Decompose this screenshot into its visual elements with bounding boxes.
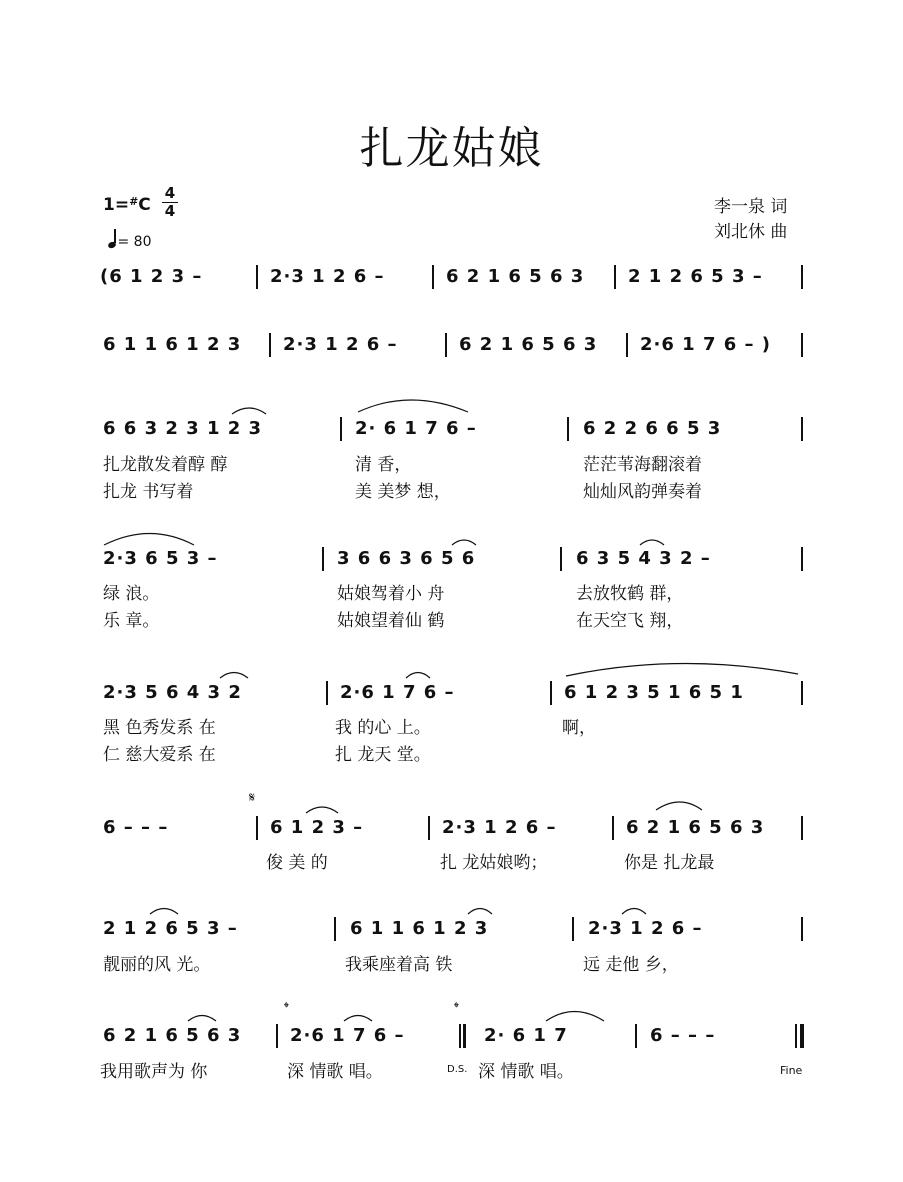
sharp-sign: # xyxy=(129,195,139,208)
double-bar-thick xyxy=(463,1024,466,1048)
lyricist-credit: 李一泉 词 xyxy=(714,197,788,217)
lyric-line: 姑娘驾着小 舟 xyxy=(337,584,445,604)
measure: 6 – – – xyxy=(103,817,169,838)
measure: 2·3 6 5 3 – xyxy=(103,548,218,569)
measure: 6 2 1 6 5 6 3 xyxy=(103,1025,242,1046)
measure: 6 3 5 4 3 2 – xyxy=(576,548,711,569)
tempo-value: = 80 xyxy=(117,234,152,250)
lyric-line: 扎龙 书写着 xyxy=(103,482,194,502)
bar-line xyxy=(801,917,803,941)
lyric-line: 扎 龙姑娘哟； xyxy=(440,853,548,873)
measure: 6 – – – xyxy=(650,1025,716,1046)
measure: 6 1 1 6 1 2 3 xyxy=(103,334,242,355)
tempo-marking xyxy=(108,232,152,250)
bar-line xyxy=(256,265,258,289)
double-bar-thin xyxy=(459,1024,461,1048)
lyric-line: 仁 慈大爱系 在 xyxy=(103,745,216,765)
slur xyxy=(306,807,338,813)
measure: 6 6 3 2 3 1 2 3 xyxy=(103,418,263,439)
dal-segno-marking: D.S. xyxy=(447,1064,468,1075)
bar-line xyxy=(801,265,803,289)
final-bar-thin xyxy=(795,1024,797,1048)
measure: 3 6 6 3 6 5 6 xyxy=(337,548,476,569)
final-bar-thick xyxy=(800,1024,804,1048)
lyric-line: 远 走他 乡， xyxy=(583,955,679,975)
measure: 2·3 1 2 6 – xyxy=(588,918,703,939)
measure: 2·6 1 7 6 – xyxy=(290,1025,405,1046)
bar-line xyxy=(801,681,803,705)
bar-line xyxy=(801,816,803,840)
key-prefix: 1= xyxy=(103,195,130,215)
lyric-line: 姑娘望着仙 鹤 xyxy=(337,611,445,631)
measure: (6 1 2 3 – xyxy=(100,266,203,287)
slur xyxy=(656,802,702,810)
bar-line xyxy=(614,265,616,289)
measure: 2·3 1 2 6 – xyxy=(283,334,398,355)
lyric-line: 你是 扎龙最 xyxy=(624,853,715,873)
lyric-line: 黑 色秀发系 在 xyxy=(103,718,216,738)
bar-line xyxy=(432,265,434,289)
measure: 2·3 1 2 6 – xyxy=(270,266,385,287)
slur xyxy=(104,534,194,546)
lyric-line: 茫茫苇海翻滚着 xyxy=(583,455,702,475)
bar-line xyxy=(256,816,258,840)
key-note: C xyxy=(138,195,151,215)
bar-line xyxy=(567,417,569,441)
bar-line xyxy=(445,333,447,357)
measure: 2· 6 1 7 xyxy=(484,1025,568,1046)
slur xyxy=(640,540,664,545)
measure: 2·3 1 2 6 – xyxy=(442,817,557,838)
bar-line xyxy=(612,816,614,840)
bar-line xyxy=(276,1024,278,1048)
slur xyxy=(344,1016,372,1022)
lyric-line: 乐 章。 xyxy=(103,611,160,631)
slur xyxy=(220,673,248,679)
lyric-line: 扎 龙天 堂。 xyxy=(335,745,431,765)
measure: 6 1 2 3 5 1 6 5 1 xyxy=(564,682,744,703)
lyric-line: 去放牧鹤 群， xyxy=(576,584,684,604)
bar-line xyxy=(340,417,342,441)
slur xyxy=(232,408,266,414)
slur xyxy=(468,909,492,915)
time-signature-top: 4 xyxy=(164,184,176,202)
lyric-line: 清 香， xyxy=(355,455,412,475)
lyric-line: 我 的心 上。 xyxy=(335,718,431,738)
measure: 2 1 2 6 5 3 – xyxy=(628,266,763,287)
bar-line xyxy=(550,681,552,705)
lyric-line: 俊 美 的 xyxy=(266,853,328,873)
bar-line xyxy=(801,333,803,357)
slur xyxy=(358,400,468,412)
time-signature xyxy=(162,186,178,219)
measure: 6 1 2 3 – xyxy=(270,817,364,838)
measure: 2·6 1 7 6 – ) xyxy=(640,334,772,355)
note-stem xyxy=(114,229,116,243)
bar-line xyxy=(801,547,803,571)
bar-line xyxy=(334,917,336,941)
bar-line xyxy=(269,333,271,357)
slur xyxy=(622,909,646,915)
slur xyxy=(406,673,430,679)
key-signature xyxy=(103,195,151,215)
measure: 6 1 1 6 1 2 3 xyxy=(350,918,489,939)
segno-sign: 𝄋 xyxy=(249,790,256,806)
measure: 6 2 1 6 5 6 3 xyxy=(459,334,598,355)
measure: 2·6 1 7 6 – xyxy=(340,682,455,703)
lyric-line: 在天空飞 翔， xyxy=(576,611,684,631)
measure: 6 2 1 6 5 6 3 xyxy=(626,817,765,838)
lyric-line: 扎龙散发着醇 醇 xyxy=(103,455,228,475)
lyric-line: 靓丽的风 光。 xyxy=(103,955,211,975)
fine-marking: Fine xyxy=(780,1064,803,1077)
lyric-line: 深 情歌 唱。 xyxy=(478,1062,574,1082)
time-signature-bottom: 4 xyxy=(164,202,176,220)
composer-credit: 刘北休 曲 xyxy=(714,222,788,242)
bar-line xyxy=(428,816,430,840)
lyric-line: 我乘座着高 铁 xyxy=(345,955,453,975)
bar-line xyxy=(326,681,328,705)
measure: 2· 6 1 7 6 – xyxy=(355,418,477,439)
lyric-line: 灿灿风韵弹奏着 xyxy=(583,482,702,502)
measure: 6 2 1 6 5 6 3 xyxy=(446,266,585,287)
measure: 6 2 2 6 6 5 3 xyxy=(583,418,722,439)
measure: 2 1 2 6 5 3 – xyxy=(103,918,238,939)
bar-line xyxy=(572,917,574,941)
slur xyxy=(452,540,476,545)
slur xyxy=(566,663,798,676)
bar-line xyxy=(626,333,628,357)
measure: 2·3 5 6 4 3 2 xyxy=(103,682,242,703)
bar-line xyxy=(801,417,803,441)
lyric-line: 我用歌声为 你 xyxy=(100,1062,208,1082)
lyric-line: 绿 浪。 xyxy=(103,584,160,604)
bar-line xyxy=(560,547,562,571)
lyric-line: 美 美梦 想， xyxy=(355,482,451,502)
bar-line xyxy=(635,1024,637,1048)
lyric-line: 深 情歌 唱。 xyxy=(287,1062,383,1082)
coda-sign: 𝄌 xyxy=(454,1000,459,1016)
bar-line xyxy=(322,547,324,571)
coda-sign: 𝄌 xyxy=(284,1000,289,1016)
song-title: 扎龙姑娘 xyxy=(359,123,544,174)
lyric-line: 啊， xyxy=(562,718,596,738)
slur xyxy=(546,1012,604,1022)
slur xyxy=(150,909,178,915)
slur xyxy=(188,1016,216,1022)
